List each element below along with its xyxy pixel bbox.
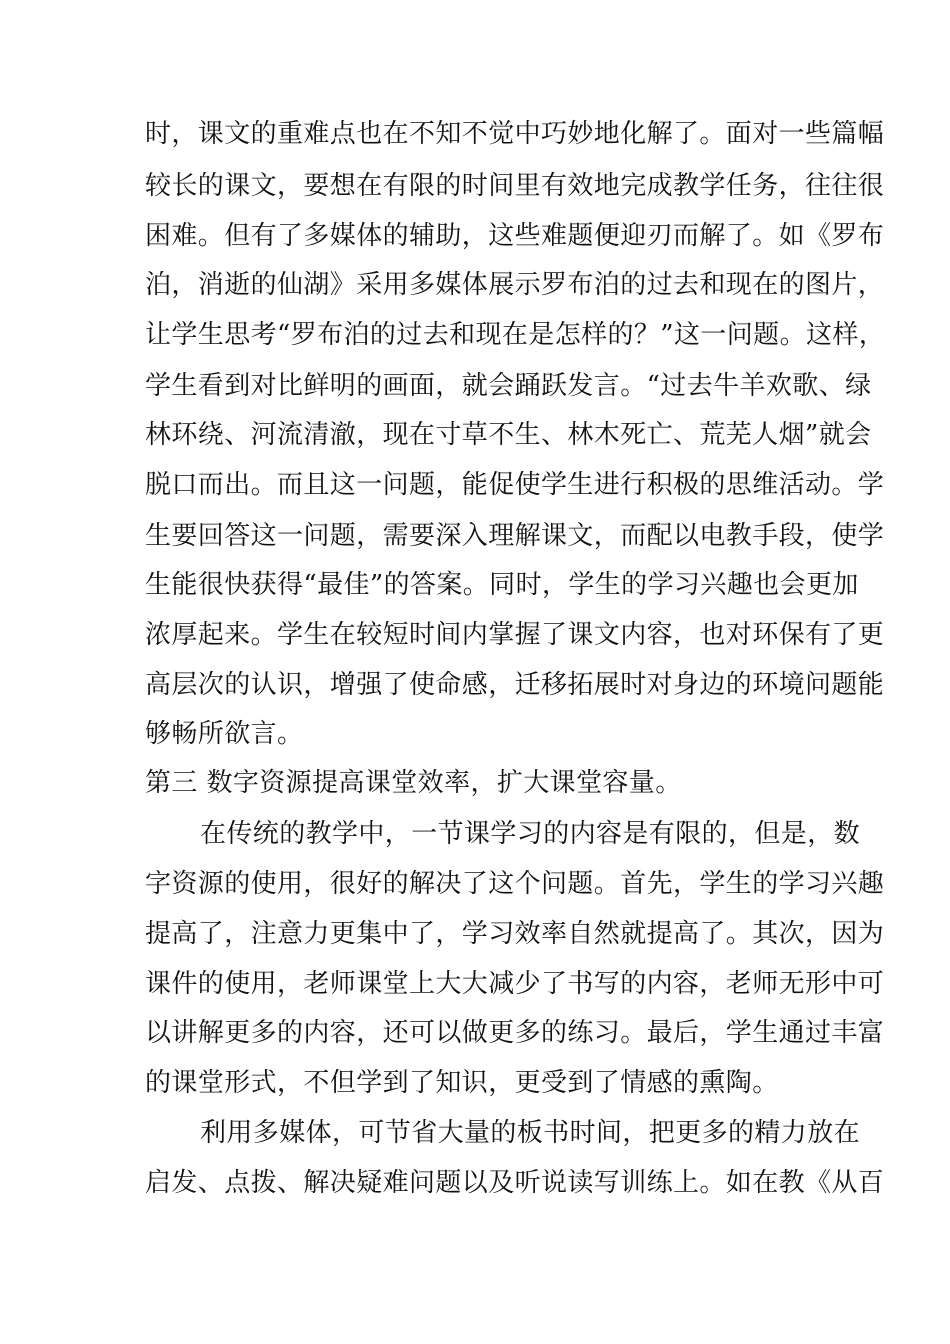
section-heading: 第三 数字资源提高课堂效率，扩大课堂容量。 bbox=[145, 768, 682, 798]
text-line: 课件的使用，老师课堂上大大减少了书写的内容，老师无形中可 bbox=[145, 969, 885, 999]
text-line: 够畅所欲言。 bbox=[145, 719, 304, 749]
text-line: 学生看到对比鲜明的画面，就会踊跃发言。“过去牛羊欢歌、绿 bbox=[145, 371, 872, 401]
text-line: 泊，消逝的仙湖》采用多媒体展示罗布泊的过去和现在的图片， bbox=[145, 270, 885, 300]
text-line: 生要回答这一问题，需要深入理解课文，而配以电教手段，使学 bbox=[145, 521, 885, 551]
text-line: 较长的课文，要想在有限的时间里有效地完成教学任务，往往很 bbox=[145, 171, 885, 201]
text-line: 高层次的认识，增强了使命感，迁移拓展时对身边的环境问题能 bbox=[145, 670, 885, 700]
text-line: 字资源的使用，很好的解决了这个问题。首先，学生的学习兴趣 bbox=[145, 869, 885, 899]
text-line: 的课堂形式，不但学到了知识，更受到了情感的熏陶。 bbox=[145, 1068, 779, 1098]
text-line: 提高了，注意力更集中了，学习效率自然就提高了。其次，因为 bbox=[145, 919, 885, 949]
text-line: 时，课文的重难点也在不知不觉中巧妙地化解了。面对一些篇幅 bbox=[145, 119, 885, 149]
paragraph-first-line: 在传统的教学中，一节课学习的内容是有限的，但是，数 bbox=[200, 819, 861, 849]
text-line: 启发、点拨、解决疑难问题以及听说读写训练上。如在教《从百 bbox=[145, 1168, 885, 1198]
text-line: 生能很快获得“最佳”的答案。同时，学生的学习兴趣也会更加 bbox=[145, 570, 859, 600]
text-line: 林环绕、河流清澈，现在寸草不生、林木死亡、荒芜人烟”就会 bbox=[145, 420, 872, 450]
text-line: 让学生思考“罗布泊的过去和现在是怎样的？”这一问题。这样， bbox=[145, 320, 886, 350]
text-line: 浓厚起来。学生在较短时间内掌握了课文内容，也对环保有了更 bbox=[145, 620, 885, 650]
text-line: 困难。但有了多媒体的辅助，这些难题便迎刃而解了。如《罗布 bbox=[145, 221, 885, 251]
text-line: 脱口而出。而且这一问题，能促使学生进行积极的思维活动。学 bbox=[145, 470, 885, 500]
text-line: 以讲解更多的内容，还可以做更多的练习。最后，学生通过丰富 bbox=[145, 1018, 885, 1048]
paragraph-first-line: 利用多媒体，可节省大量的板书时间，把更多的精力放在 bbox=[200, 1118, 861, 1148]
